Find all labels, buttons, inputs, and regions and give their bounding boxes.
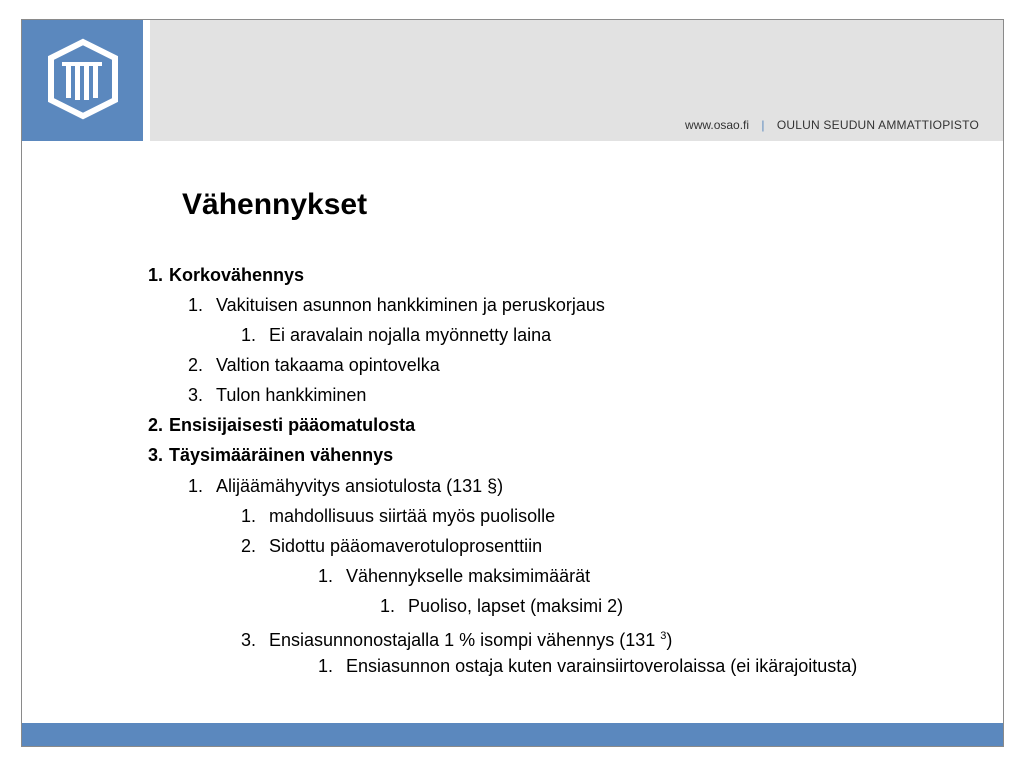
header-separator: | [761,118,765,132]
website-link[interactable]: www.osao.fi [685,118,750,132]
list-item: 1. Vakituisen asunnon hankkiminen ja peruskorjaus [188,295,605,315]
list-item: 1. Ei aravalain nojalla myönnetty laina [241,325,552,345]
slide-title: Vähennykset [182,188,368,221]
list-item: 3. Tulon hankkiminen [188,385,367,405]
list-item: 3. Ensiasunnonostajalla 1 % isompi vähennys (131 $^3$) [241,630,673,650]
list-item: 1. Puoliso, lapset (maksimi 2) [380,596,624,616]
logo [22,20,143,141]
list-item: 1. Vähennykselle maksimimäärät [318,566,591,586]
list-item: 3. Täysimääräinen vähennys [148,445,394,465]
list-item: 2. Ensisijaisesti pääomatulosta [148,415,416,435]
header-band [150,20,1004,141]
osao-logo-icon [22,20,143,141]
list-item: 1. Korkovähennys [148,265,305,285]
list-item: 2. Sidottu pääomaverotuloprosenttiin [241,536,543,556]
list-item: 1. mahdollisuus siirtää myös puolisolle [241,506,556,526]
organization-name: OULUN SEUDUN AMMATTIOPISTO [776,118,979,132]
list-item: 2. Valtion takaama opintovelka [188,355,440,375]
slide-frame [21,19,1004,747]
list-item: 1. Ensiasunnon ostaja kuten varainsiirtoverolaissa (ei ikärajoitusta) [318,656,858,676]
logo-divider [143,20,150,141]
list-item: 1. Alijäämähyvitys ansiotulosta (131 §) [188,476,504,496]
header-info [685,118,979,132]
footer-bar [22,723,1004,746]
